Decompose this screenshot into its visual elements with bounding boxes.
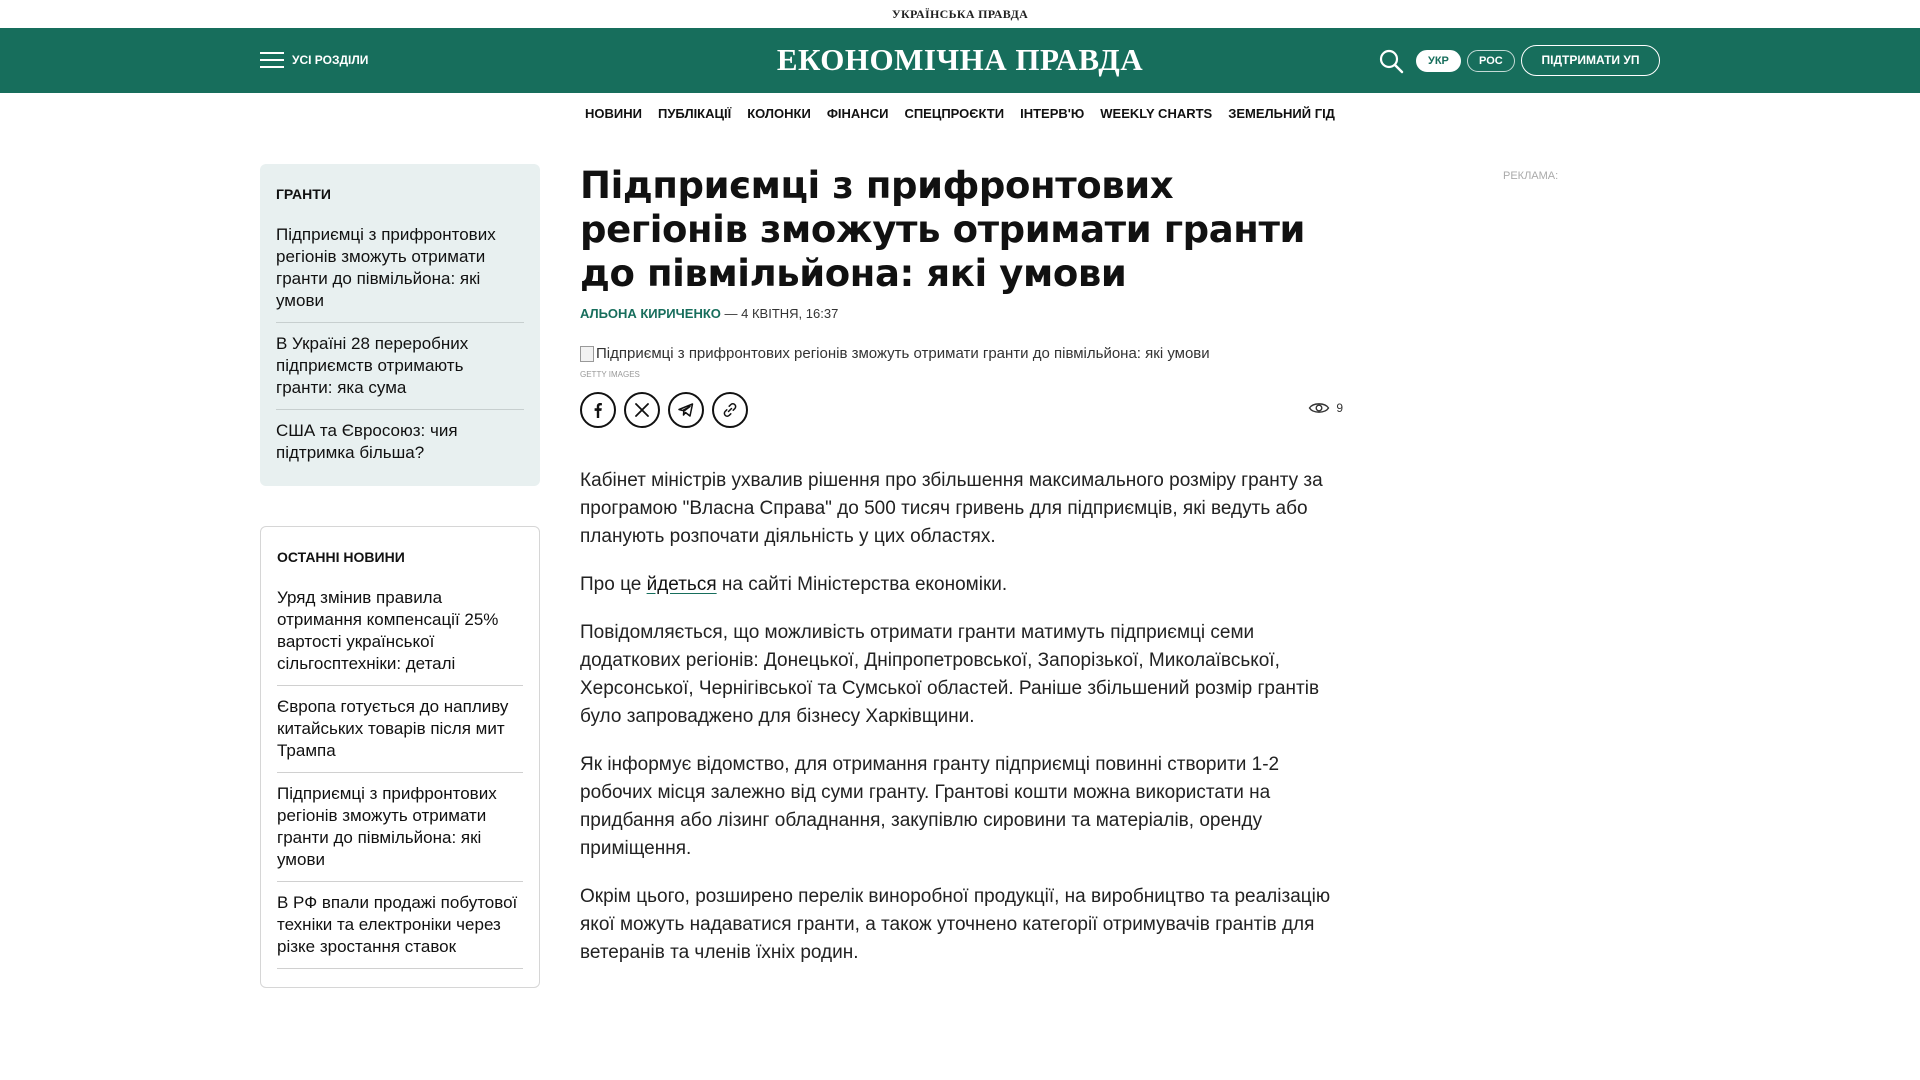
support-up-button[interactable]: ПІДТРИМАТИ УП: [1521, 45, 1660, 76]
share-facebook-button[interactable]: [580, 392, 616, 428]
latest-news-title[interactable]: ОСТАННІ НОВИНИ: [277, 549, 405, 565]
paragraph-text: на сайті Міністерства економіки.: [716, 574, 1008, 595]
search-button[interactable]: [1378, 48, 1404, 74]
search-icon: [1378, 48, 1404, 74]
all-sections-menu-button[interactable]: [260, 48, 368, 72]
article-paragraph: [580, 571, 1343, 599]
top-strip: [0, 0, 1920, 28]
broken-image-icon: [580, 346, 594, 362]
publish-date: 4 КВІТНЯ, 16:37: [741, 306, 839, 321]
article-paragraph: Повідомляється, що можливість отримати гранти матимуть підприємці семи додаткових регіонів: Донецької, Дніпропетровської, Запорізької, Миколаївської, Херсонської, Чернігівської та Сумської областей. Раніше збільшений розмір грантів було запроваджено для бізнесу Харківщини.: [580, 622, 1320, 727]
article-title: Підприємці з прифронтових регіонів зможуть отримати гранти до півмільйона: які умови: [580, 164, 1306, 295]
eye-icon: [1308, 401, 1330, 415]
related-item[interactable]: США та Євросоюз: чия підтримка більша?: [276, 421, 458, 462]
hamburger-icon: [260, 52, 284, 68]
source-link[interactable]: йдеться: [646, 574, 717, 595]
nav-item-weekly-charts[interactable]: WEEKLY CHARTS: [1100, 105, 1213, 121]
facebook-icon: [589, 401, 607, 419]
view-counter: [1308, 401, 1343, 415]
nav-item-land-guide[interactable]: ЗЕМЕЛЬНИЙ ГІД: [1228, 105, 1335, 121]
latest-news-item[interactable]: Європа готується до напливу китайських товарів після мит Трампа: [277, 686, 523, 773]
nav-item-news[interactable]: НОВИНИ: [585, 105, 642, 121]
nav-item-interviews[interactable]: ІНТЕРВ'Ю: [1020, 105, 1085, 121]
ad-label: РЕКЛАМА:: [1503, 170, 1559, 182]
article-body: [580, 467, 1343, 967]
latest-news-item[interactable]: Підприємці з прифронтових регіонів зможуть отримати гранти до півмільйона: які умови: [277, 773, 523, 882]
page-bottom-blank: [0, 990, 1920, 1080]
share-telegram-button[interactable]: [668, 392, 704, 428]
section-nav: [0, 93, 1920, 133]
article: [580, 164, 1343, 987]
share-bar: [580, 391, 1343, 429]
related-item[interactable]: В Україні 28 переробних підприємств отримають гранти: яка сума: [276, 323, 524, 410]
up-brand-link[interactable]: УКРАЇНСЬКА ПРАВДА: [891, 7, 1029, 21]
telegram-icon: [677, 401, 695, 419]
image-alt-text: Підприємці з прифронтових регіонів зможуть отримати гранти до півмільйона: які умови: [596, 345, 1210, 362]
paragraph-text: Про це: [580, 574, 647, 595]
related-grants-box: [260, 164, 540, 486]
image-credit: GETTY IMAGES: [580, 370, 640, 379]
related-title[interactable]: ГРАНТИ: [276, 186, 331, 202]
nav-item-specprojects[interactable]: СПЕЦПРОЄКТИ: [904, 105, 1005, 121]
share-x-button[interactable]: [624, 392, 660, 428]
article-paragraph: Окрім цього, розширено перелік виноробної продукції, на виробництво та реалізацію якої можуть надаватися гранти, а також уточнено категорії отримувачів грантів для ветеранів та членів їхніх родин.: [580, 886, 1331, 963]
left-sidebar: [260, 164, 540, 988]
view-count: 9: [1336, 401, 1343, 415]
author-link[interactable]: АЛЬОНА КИРИЧЕНКО: [580, 306, 721, 321]
link-icon: [721, 401, 739, 419]
latest-news-item[interactable]: В РФ впали продажі побутової техніки та електроніки через різке зростання ставок: [277, 882, 523, 969]
latest-news-item[interactable]: Уряд змінив правила отримання компенсації 25% вартості української сільгосптехніки: деталі: [277, 577, 523, 686]
nav-item-finance[interactable]: ФІНАНСИ: [826, 105, 889, 121]
article-paragraph: Кабінет міністрів ухвалив рішення про збільшення максимального розміру гранту за програмою "Власна Справа" до 500 тисяч гривень для підприємців, які ведуть або планують розпочати діяльність у цих областях.: [580, 470, 1323, 547]
latest-news-box: [260, 526, 540, 988]
menu-label: УСІ РОЗДІЛИ: [292, 53, 369, 67]
article-image: [580, 345, 1343, 362]
byline: [580, 306, 1343, 321]
lang-ros-button[interactable]: РОС: [1467, 50, 1515, 72]
nav-item-columns[interactable]: КОЛОНКИ: [747, 105, 811, 121]
x-twitter-icon: [634, 402, 650, 418]
copy-link-button[interactable]: [712, 392, 748, 428]
lang-ukr-button[interactable]: УКР: [1416, 50, 1461, 72]
site-logo[interactable]: ЕКОНОМІЧНА ПРАВДА: [776, 42, 1144, 77]
related-item[interactable]: Підприємці з прифронтових регіонів зможуть отримати гранти до півмільйона: які умови: [276, 214, 524, 323]
byline-separator: —: [724, 306, 738, 321]
nav-item-publications[interactable]: ПУБЛІКАЦІЇ: [658, 105, 732, 121]
article-paragraph: Як інформує відомство, для отримання гранту підприємці повинні створити 1-2 робочих місця залежно від суми гранту. Грантові кошти можна використати на придбання або лізинг обладнання, закупівлю сировини та матеріалів, оренду приміщення.: [580, 754, 1280, 859]
site-header: [0, 28, 1920, 93]
